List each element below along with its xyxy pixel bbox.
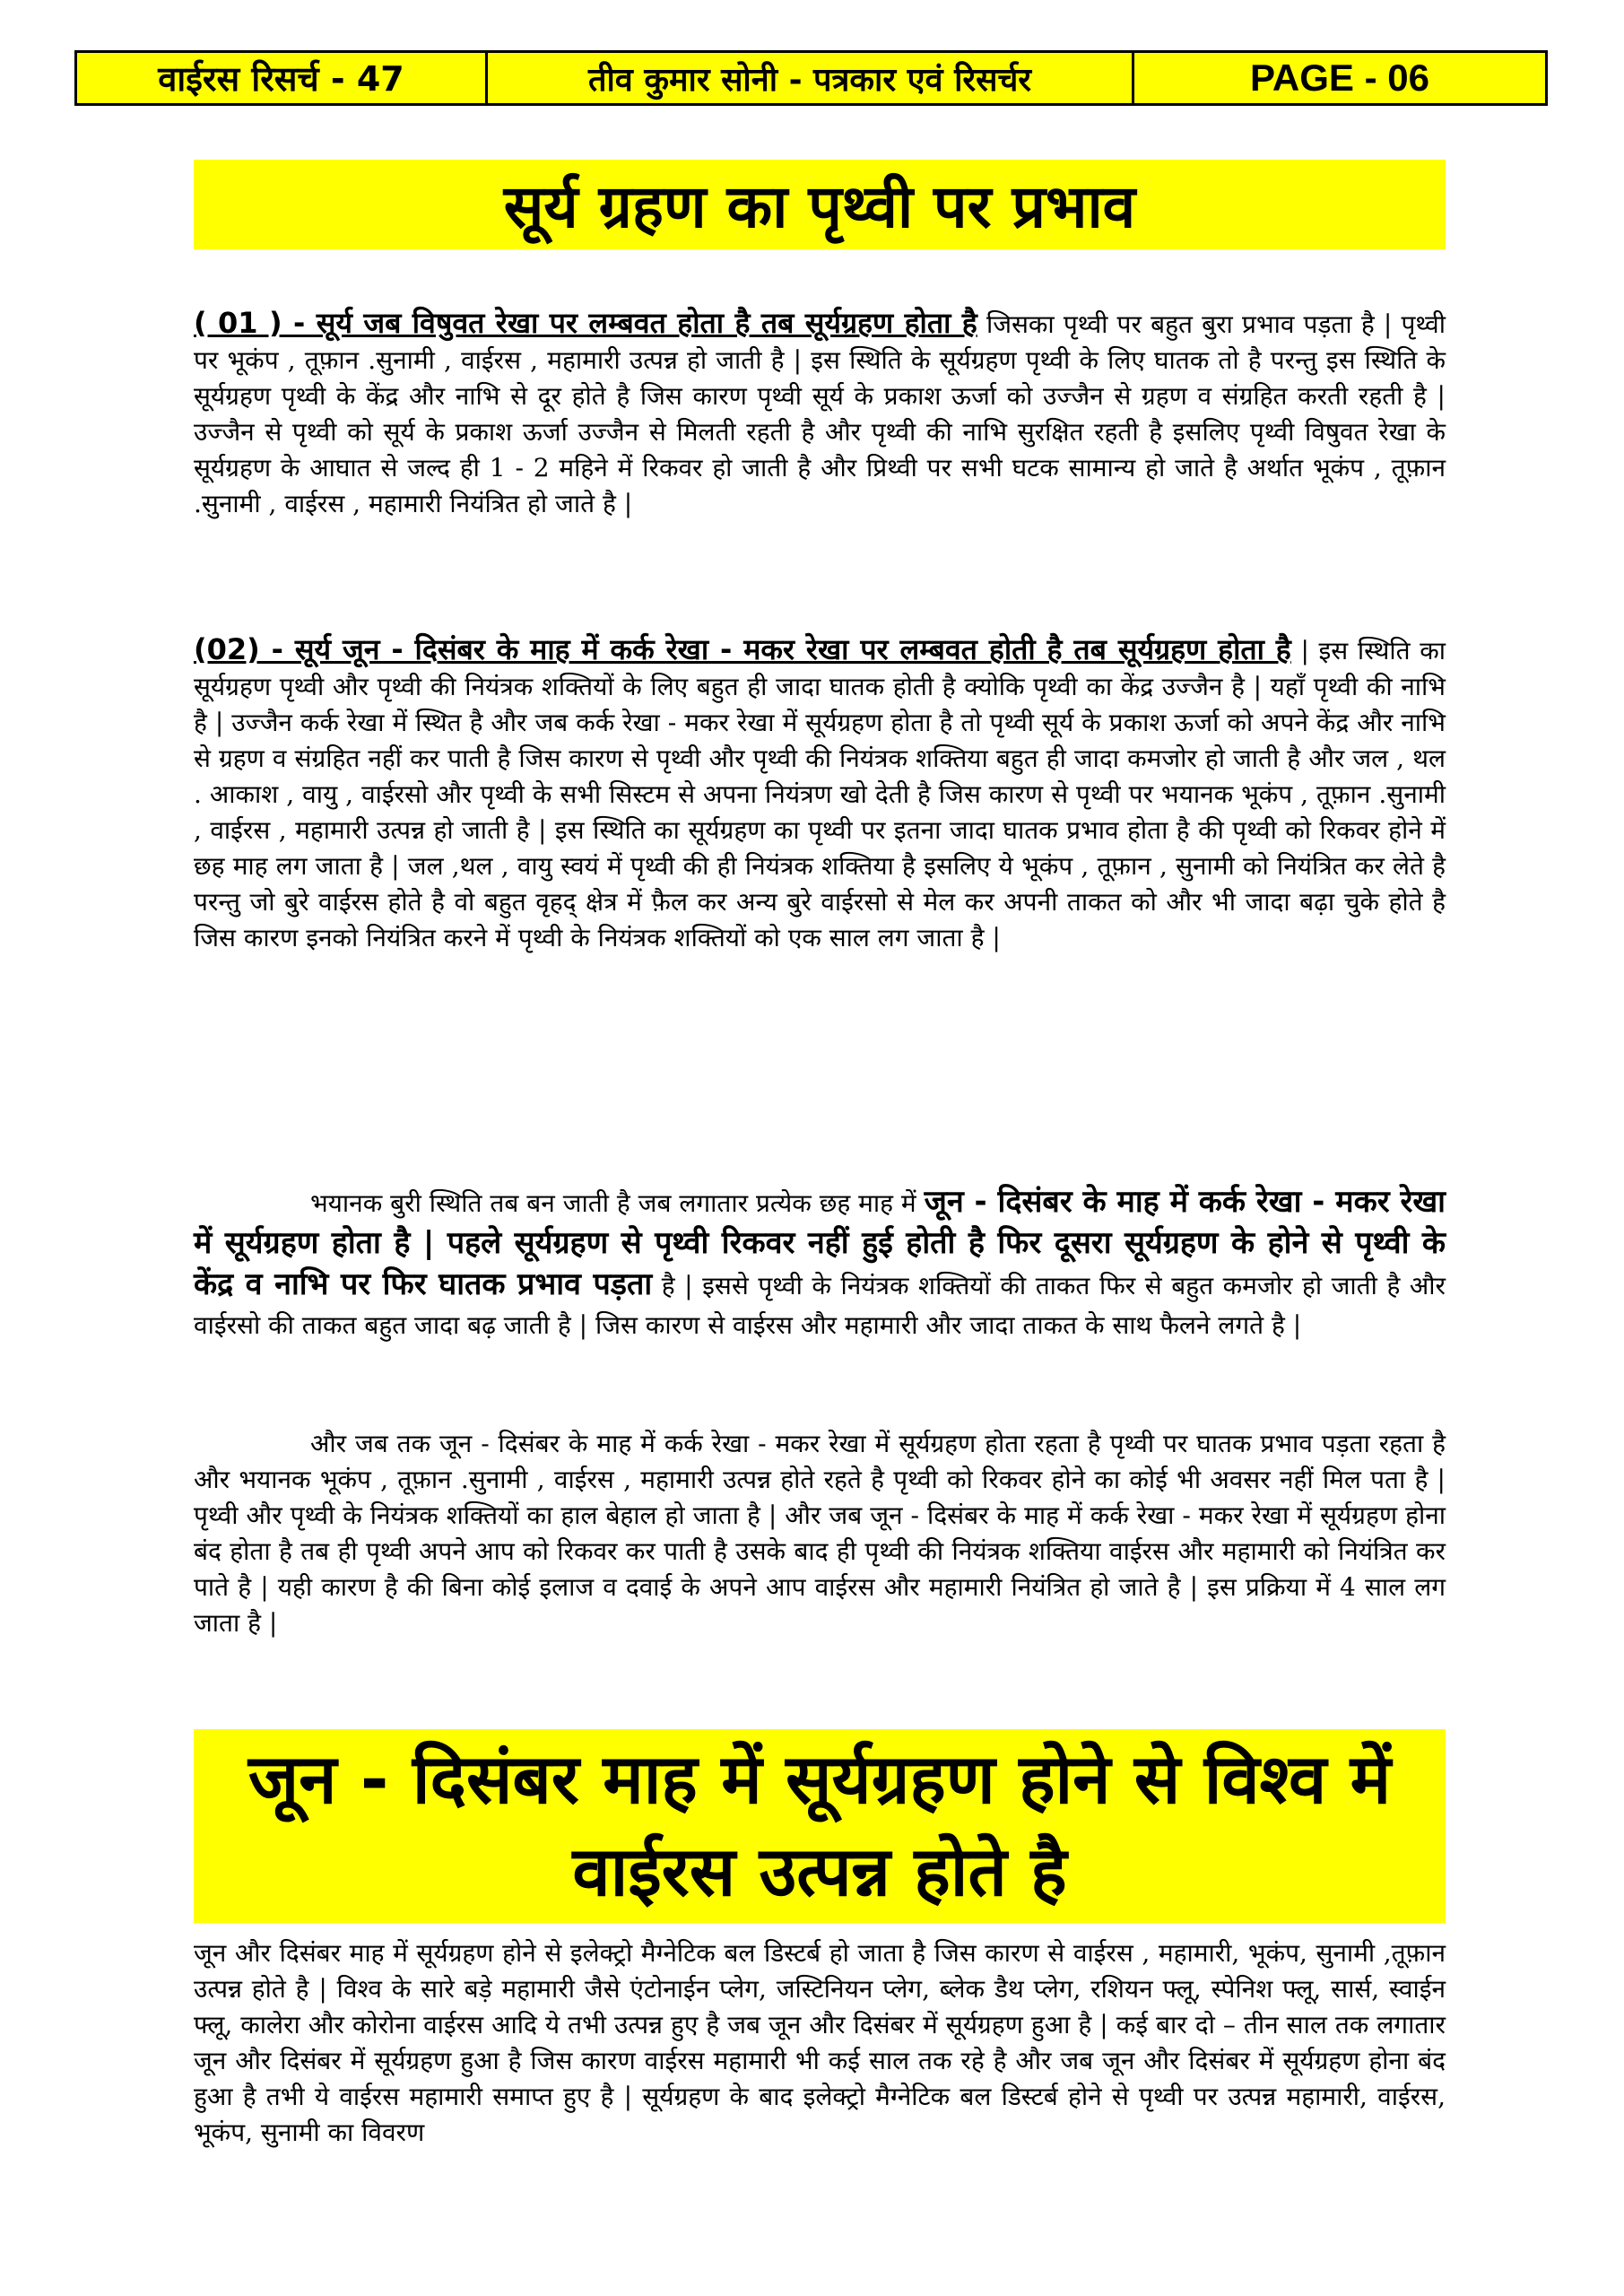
title-1: सूर्य ग्रहण का पृथ्वी पर प्रभाव: [503, 172, 1136, 241]
series-label: वाईरस रिसर्च - 47: [158, 59, 404, 99]
paragraph-04-text: और जब तक जून - दिसंबर के माह में कर्क रेखा - मकर रेखा में सूर्यग्रहण होता रहता है पृथ्वी पर घातक प्रभाव पड़ता रहता है और भयानक भूकंप , तूफ़ान .सुनामी , वाईरस , महामारी उत्पन्न होते रहते है पृथ्वी को रिकवर होने का कोई भी अवसर नहीं मिल पता है | पृथ्वी और पृथ्वी के नियंत्रक शक्तियों का हाल बेहाल हो जाता है | और जब जून - दिसंबर के माह में कर्क रेखा - मकर रेखा में सूर्यग्रहण होना बंद होता है तब ही पृथ्वी अपने आप को रिकवर कर पाती है उसके बाद ही पृथ्वी की नियंत्रक शक्तिया वाईरस और महामारी को नियंत्रित कर पाते है | यही कारण है की बिना कोई इलाज व दवाई के अपने आप वाईरस और महामारी नियंत्रित हो जाते है | इस प्रक्रिया में 4 साल लग जाता है |: [194, 1429, 1446, 1638]
title-2: जून - दिसंबर माह में सूर्यग्रहण होने से विश्व में वाईरस उत्पन्न होते है: [248, 1739, 1392, 1911]
paragraph-01: [194, 305, 1446, 522]
page-header: [74, 50, 1548, 106]
paragraph-02-lead: (02) - सूर्य जून - दिसंबर के माह में कर्क रेखा - मकर रेखा पर लम्बवत होती है तब सूर्यग्रहण होता है: [194, 632, 1291, 666]
paragraph-05: [194, 1935, 1446, 2151]
title-banner-1: [194, 160, 1446, 249]
paragraph-05-text: जून और दिसंबर माह में सूर्यग्रहण होने से इलेक्ट्रो मैग्नेटिक बल डिस्टर्ब हो जाता है जिस कारण से वाईरस , महामारी, भूकंप, सुनामी ,तूफ़ान उत्पन्न होते है | विश्व के सारे बड़े महामारी जैसे एंटोनाईन प्लेग, जस्टिनियन प्लेग, ब्लेक डैथ प्लेग, रशियन फ्लू, स्पेनिश फ्लू, सार्स, स्वाईन फ्लू, कालेरा और कोरोना वाईरस आदि ये तभी उत्पन्न हुए है जब जून और दिसंबर में सूर्यग्रहण हुआ है | कई बार दो – तीन साल तक लगातार जून और दिसंबर में सूर्यग्रहण हुआ है जिस कारण वाईरस महामारी भी कई साल तक रहे है और जब जून और दिसंबर में सूर्यग्रहण होना बंद हुआ है तभी ये वाईरस महामारी समाप्त हुए है | सूर्यग्रहण के बाद इलेक्ट्रो मैग्नेटिक बल डिस्टर्ब होने से पृथ्वी पर उत्पन्न महामारी, वाईरस, भूकंप, सुनामी का विवरण: [194, 1938, 1446, 2147]
paragraph-03-text-a: भयानक बुरी स्थिति तब बन जाती है जब लगातार प्रत्येक छह माह में: [310, 1188, 925, 1218]
paragraph-03: [194, 1182, 1446, 1345]
paragraph-04: [194, 1426, 1446, 1641]
author-label: तीव कुमार सोनी - पत्रकार एवं रिसर्चर: [485, 53, 1132, 103]
paragraph-02: [194, 631, 1446, 956]
paragraph-01-lead: ( 01 ) - सूर्य जब विषुवत रेखा पर लम्बवत होता है तब सूर्यग्रहण होता है: [194, 306, 977, 340]
page-number: PAGE - 06: [1132, 53, 1545, 103]
title-banner-2: [194, 1729, 1446, 1923]
paragraph-02-text: | इस स्थिति का सूर्यग्रहण पृथ्वी और पृथ्वी की नियंत्रक शक्तियों के लिए बहुत ही जादा घातक होती है क्योकि पृथ्वी का केंद्र उज्जैन है | यहाँ पृथ्वी की नाभि है | उज्जैन कर्क रेखा में स्थित है और जब कर्क रेखा - मकर रेखा में सूर्यग्रहण होता है तो पृथ्वी सूर्य के प्रकाश ऊर्जा को अपने केंद्र और नाभि से ग्रहण व संग्रहित नहीं कर पाती है जिस कारण से पृथ्वी और पृथ्वी की नियंत्रक शक्तिया बहुत ही जादा कमजोर हो जाती है और जल , थल . आकाश , वायु , वाईरसो और पृथ्वी के सभी सिस्टम से अपना नियंत्रण खो देती है जिस कारण से पृथ्वी पर भयानक भूकंप , तूफ़ान .सुनामी , वाईरस , महामारी उत्पन्न हो जाती है | इस स्थिति का सूर्यग्रहण का पृथ्वी पर इतना जादा घातक प्रभाव होता है की पृथ्वी को रिकवर होने में छह माह लग जाता है | जल ,थल , वायु स्वयं में पृथ्वी की ही नियंत्रक शक्तिया है इसलिए ये भूकंप , तूफ़ान , सुनामी को नियंत्रित कर लेते है परन्तु जो बुरे वाईरस होते है वो बहुत वृहद् क्षेत्र में फ़ैल कर अन्य बुरे वाईरसो से मेल कर अपनी ताकत को और भी जादा बढ़ा चुके होते है जिस कारण इनको नियंत्रित करने में पृथ्वी के नियंत्रक शक्तियों को एक साल लग जाता है |: [194, 636, 1446, 952]
paragraph-01-text: जिसका पृथ्वी पर बहुत बुरा प्रभाव पड़ता है | पृथ्वी पर भूकंप , तूफ़ान .सुनामी , वाईरस , महामारी उत्पन्न हो जाती है | इस स्थिति के सूर्यग्रहण पृथ्वी के लिए घातक तो है परन्तु इस स्थिति के सूर्यग्रहण पृथ्वी के केंद्र और नाभि से दूर होते है जिस कारण पृथ्वी सूर्य के प्रकाश ऊर्जा को उज्जैन से ग्रहण व संग्रहित करती रहती है | उज्जैन से पृथ्वी को सूर्य के प्रकाश ऊर्जा उज्जैन से मिलती रहती है और पृथ्वी की नाभि सुरक्षित रहती है इसलिए पृथ्वी विषुवत रेखा के सूर्यग्रहण के आघात से जल्द ही 1 - 2 महिने में रिकवर हो जाती है और प्रिथ्वी पर सभी घटक सामान्य हो जाते है अर्थात भूकंप , तूफ़ान .सुनामी , वाईरस , महामारी नियंत्रित हो जाते है |: [194, 309, 1446, 518]
paragraph-03-text-b: है | इससे पृथ्वी के नियंत्रक शक्तियों की ताकत फिर से बहुत कमजोर हो जाती है और वाईरसो की ताकत बहुत जादा बढ़ जाती है | जिस कारण से वाईरस और महामारी और जादा ताकत के साथ फैलने लगते है |: [194, 1271, 1446, 1340]
paragraph-03-bold: जून - दिसंबर के माह में कर्क रेखा - मकर रेखा में सूर्यग्रहण होता है | पहले सूर्यग्रहण से पृथ्वी रिकवर नहीं हुई होती है फिर दूसरा सूर्यग्रहण के होने से पृथ्वी के केंद्र व नाभि पर फिर घातक प्रभाव पड़ता: [194, 1184, 1446, 1302]
